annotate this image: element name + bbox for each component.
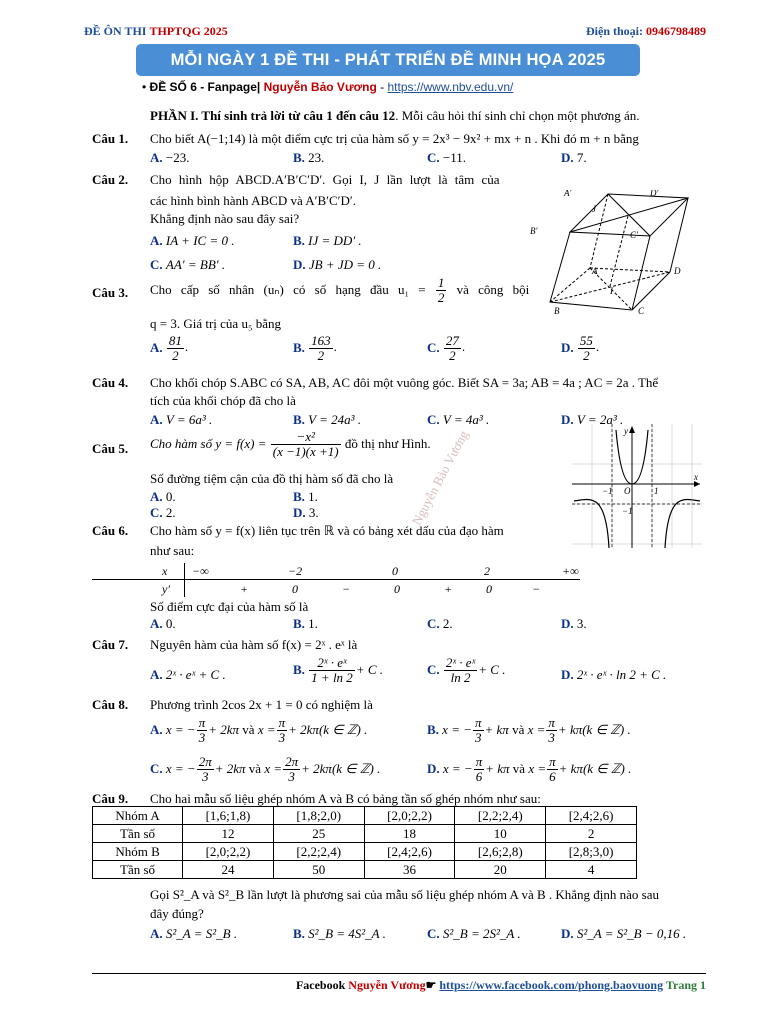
sign-val: +: [240, 582, 249, 596]
q3-line1: Cho cấp số nhân (uₙ) có số hạng đầu u₁ = $\frac{1}{2}$ và công bội: [150, 275, 530, 305]
q5-option-c[interactable]: C. 2.: [150, 505, 176, 520]
q2-option-b[interactable]: B. IJ = DD′ .: [293, 233, 362, 248]
table-cell: [2,2;2,4): [273, 843, 364, 861]
q9-text: Cho hai mẫu số liệu ghép nhóm A và B có bảng tần số ghép nhóm như sau:: [150, 791, 541, 806]
table-cell: Nhóm B: [93, 843, 183, 861]
table-cell: 50: [273, 861, 364, 879]
q4-line2: tích của khối chóp đã cho là: [150, 393, 296, 408]
table-cell: Nhóm A: [93, 807, 183, 825]
q3-option-d[interactable]: D. $\frac{55}{2}$ .: [561, 333, 600, 363]
sign-val: 0: [486, 582, 492, 596]
q2-line1: Cho hình hộp ABCD.A′B′C′D′. Gọi I, J lần lượt là tâm của: [150, 172, 500, 187]
cube-label-j: J: [592, 204, 596, 214]
function-graph: [572, 424, 702, 548]
facebook-link[interactable]: https://www.facebook.com/phong.baovuong: [439, 978, 664, 992]
table-cell: 24: [183, 861, 274, 879]
q1-option-c[interactable]: C. −11.: [427, 150, 466, 165]
table-cell: [2,4;2,6): [546, 807, 637, 825]
table-cell: Tần số: [93, 825, 183, 843]
cube-label-a1: A′: [564, 190, 572, 198]
q5-line2: Số đường tiệm cận của đồ thị hàm số đã cho là: [150, 471, 394, 486]
graph-tick-1: 1: [654, 486, 659, 496]
graph-origin: O: [624, 486, 631, 496]
graph-tick-neg1: −1: [602, 486, 613, 496]
table-cell: 18: [364, 825, 455, 843]
q8-option-d[interactable]: D. x = − $\frac{\pi}{6}$ + kπ và x = $\frac{\pi}{6}$ + kπ(k ∈ ℤ) .: [427, 754, 632, 784]
q9-line2: Gọi S²_A và S²_B lần lượt là phương sai của mẫu số liệu ghép nhóm A và B . Khẳng định nào sau: [150, 887, 660, 902]
q5-label: Câu 5.: [92, 441, 129, 456]
q6-label: Câu 6.: [92, 523, 129, 538]
q3-line2: q = 3. Giá trị của u₅ bằng: [150, 316, 281, 331]
q4-option-b[interactable]: B. V = 24a³ .: [293, 412, 362, 427]
q6-line1: Cho hàm số y = f(x) liên tục trên ℝ và có bảng xét dấu của đạo hàm: [150, 523, 504, 538]
cube-label-a: A: [592, 266, 598, 276]
q7-option-b[interactable]: B. $\frac{\text{2ˣ · eˣ}}{1 + \ln 2}$ + C .: [293, 655, 384, 685]
sign-x-val: 0: [392, 564, 398, 578]
sign-x-val: −2: [288, 564, 303, 578]
table-cell: 10: [455, 825, 546, 843]
q8-option-b[interactable]: B. x = − $\frac{\pi}{3}$ + kπ và x = $\frac{\pi}{3}$ + kπ(k ∈ ℤ) .: [427, 715, 631, 745]
table-row: [93, 843, 637, 861]
sign-val: 0: [394, 582, 400, 596]
q5-option-d[interactable]: D. 3.: [293, 505, 319, 520]
q2-label: Câu 2.: [92, 172, 129, 187]
cube-label-i: I: [610, 286, 613, 296]
table-cell: [2,0;2,2): [183, 843, 274, 861]
q9-label: Câu 9.: [92, 791, 129, 806]
q7-text: Nguyên hàm của hàm số f(x) = 2ˣ . eˣ là: [150, 637, 358, 652]
graph-x-label: x: [694, 472, 698, 482]
q8-option-a[interactable]: A. x = − $\frac{\pi}{3}$ + 2kπ và x = $\frac{\pi}{3}$ + 2kπ(k ∈ ℤ) .: [150, 715, 368, 745]
q7-option-c[interactable]: C. $\frac{\text{2ˣ · eˣ}}{\ln 2}$ + C .: [427, 655, 506, 685]
table-cell: 2: [546, 825, 637, 843]
part-heading: PHẦN I. Thí sinh trả lời từ câu 1 đến câu 12. Mỗi câu hỏi thí sinh chỉ chọn một phương án.: [150, 108, 640, 123]
footer: Facebook Nguyễn Vương☛ https://www.facebook.com/phong.baovuong Trang 1: [295, 978, 706, 992]
q2-option-d[interactable]: D. JB + JD = 0 .: [293, 257, 382, 272]
q8-text: Phương trình 2cos 2x + 1 = 0 có nghiệm là: [150, 697, 373, 712]
graph-tick-y-neg1: −1: [622, 506, 633, 516]
table-cell: [1,8;2,0): [273, 807, 364, 825]
table-row: [93, 825, 637, 843]
q7-option-d[interactable]: D. 2ˣ · eˣ · ln 2 + C .: [561, 667, 667, 682]
sign-table-x: x: [162, 564, 168, 578]
q1-text: Cho biết A(−1;14) là một điểm cực trị của hàm số y = 2x³ − 9x² + mx + n . Khi đó m + n bằng: [150, 131, 639, 146]
q2-line2: các hình bình hành ABCD và A′B′C′D′.: [150, 193, 357, 208]
q5-line1: Cho hàm số y = f(x) = $\frac{\text{−x²}}{(x -1)(x +1)}$ đồ thị như Hình.: [150, 429, 431, 459]
table-row: [93, 861, 637, 879]
q2-option-c[interactable]: C. AA′ = BB′ .: [150, 257, 226, 272]
table-cell: 36: [364, 861, 455, 879]
q4-option-d[interactable]: D. V = 2a³ .: [561, 412, 624, 427]
subtitle: • ĐỀ SỐ 6 - Fanpage| Nguyễn Bảo Vương - https://www.nbv.edu.vn/: [142, 80, 514, 94]
sign-table-yprime: y′: [162, 582, 170, 596]
sign-x-val: −∞: [192, 564, 209, 578]
sign-table: [92, 563, 580, 597]
sign-val: −: [342, 582, 351, 596]
cube-label-b: B: [554, 306, 560, 316]
table-cell: [2,4;2,6): [364, 843, 455, 861]
q4-option-c[interactable]: C. V = 4a³ .: [427, 412, 490, 427]
q3-option-b[interactable]: B. $\frac{163}{2}$ .: [293, 333, 337, 363]
table-cell: [2,2;2,4): [455, 807, 546, 825]
table-cell: 20: [455, 861, 546, 879]
q7-label: Câu 7.: [92, 637, 129, 652]
q5-option-b[interactable]: B. 1.: [293, 489, 318, 504]
q9-option-d[interactable]: D. S²_A = S²_B − 0,16 .: [561, 926, 687, 941]
parallelepiped-figure: [528, 190, 698, 320]
q6-line3: Số điểm cực đại của hàm số là: [150, 599, 309, 614]
q1-option-a[interactable]: A. −23.: [150, 150, 190, 165]
q1-option-b[interactable]: B. 23.: [293, 150, 325, 165]
q8-option-c[interactable]: C. x = − $\frac{2\pi}{3}$ + 2kπ và x = $\frac{2\pi}{3}$ + 2kπ(k ∈ ℤ) .: [150, 754, 381, 784]
website-link[interactable]: https://www.nbv.edu.vn/: [387, 80, 514, 94]
q9-option-c[interactable]: C. S²_B = 2S²_A .: [427, 926, 521, 941]
table-row: [93, 807, 637, 825]
q3-option-c[interactable]: C. $\frac{27}{2}$ .: [427, 333, 466, 363]
page-number: Trang 1: [663, 978, 706, 992]
table-cell: 4: [546, 861, 637, 879]
cube-label-c1: C′: [630, 230, 638, 240]
q4-label: Câu 4.: [92, 375, 129, 390]
graph-y-label: y: [624, 426, 628, 436]
q6-option-d[interactable]: D. 3.: [561, 616, 587, 631]
footer-divider: [92, 973, 706, 974]
sign-x-val: 2: [484, 564, 490, 578]
frequency-table: [92, 806, 637, 879]
q9-line3: đây đúng?: [150, 906, 204, 921]
sign-val: +: [444, 582, 453, 596]
sign-x-val: +∞: [562, 564, 579, 578]
sign-val: 0: [292, 582, 298, 596]
q4-option-a[interactable]: A. V = 6a³ .: [150, 412, 213, 427]
sign-val: −: [532, 582, 541, 596]
q3-label: Câu 3.: [92, 285, 129, 300]
q9-option-b[interactable]: B. S²_B = 4S²_A .: [293, 926, 386, 941]
q6-option-c[interactable]: C. 2.: [427, 616, 453, 631]
cube-label-b1: B′: [530, 226, 538, 236]
q2-option-a[interactable]: A. IA + IC = 0 .: [150, 233, 235, 248]
header-phone: Điện thoại: 0946798489: [586, 24, 706, 38]
watermark: Nguyễn Bảo Vương: [408, 428, 472, 528]
q6-option-a[interactable]: A. 0.: [150, 616, 176, 631]
table-cell: 25: [273, 825, 364, 843]
q8-label: Câu 8.: [92, 697, 129, 712]
table-cell: Tần số: [93, 861, 183, 879]
q3-option-a[interactable]: A. $\frac{81}{2}$ .: [150, 333, 189, 363]
table-cell: [2,8;3,0): [546, 843, 637, 861]
title-banner: MỖI NGÀY 1 ĐỀ THI - PHÁT TRIỂN ĐỀ MINH HỌA 2025: [136, 44, 640, 76]
table-cell: 12: [183, 825, 274, 843]
cube-label-c: C: [638, 306, 645, 316]
q6-option-b[interactable]: B. 1.: [293, 616, 318, 631]
q1-label: Câu 1.: [92, 131, 129, 146]
q4-line1: Cho khối chóp S.ABC có SA, AB, AC đôi một vuông góc. Biết SA = 3a; AB = 4a ; AC = 2a . Thể: [150, 375, 659, 390]
cube-label-d1: D′: [650, 190, 659, 198]
q9-option-a[interactable]: A. S²_A = S²_B .: [150, 926, 238, 941]
q2-line3: Khẳng định nào sau đây sai?: [150, 211, 300, 226]
q1-option-d[interactable]: D. 7.: [561, 150, 587, 165]
table-cell: [1,6;1,8): [183, 807, 274, 825]
q7-option-a[interactable]: A. 2ˣ · eˣ + C .: [150, 667, 226, 682]
q5-option-a[interactable]: A. 0.: [150, 489, 176, 504]
table-cell: [2,0;2,2): [364, 807, 455, 825]
header-exam-label: ĐỀ ÔN THI THPTQG 2025: [84, 24, 228, 38]
cube-label-d: D: [674, 266, 681, 276]
q6-line2: như sau:: [150, 543, 195, 558]
table-cell: [2,6;2,8): [455, 843, 546, 861]
